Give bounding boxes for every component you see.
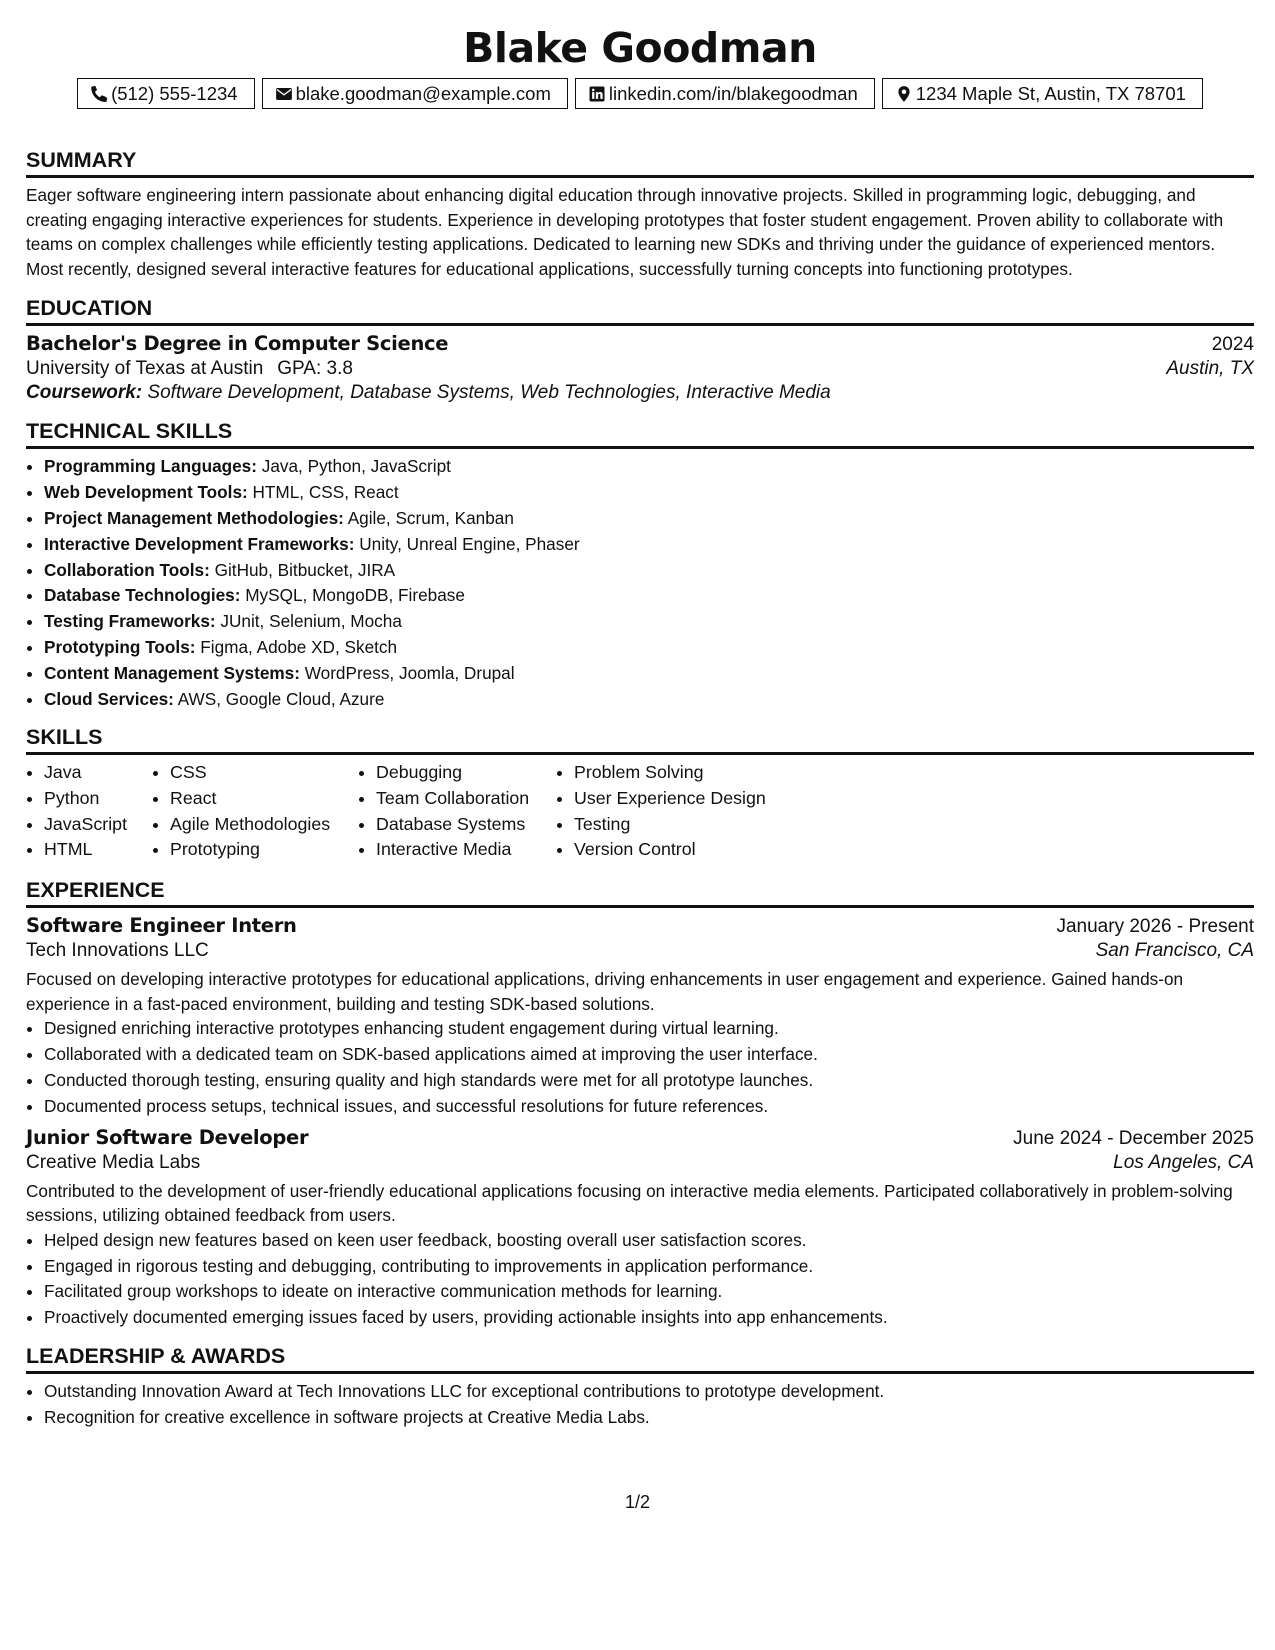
education-row xyxy=(26,332,1254,356)
skill-category: Interactive Development Frameworks: xyxy=(44,533,355,554)
skill-values: GitHub, Bitbucket, JIRA xyxy=(214,559,396,580)
school-name: University of Texas at Austin xyxy=(26,358,264,380)
education-title: EDUCATION xyxy=(26,295,1254,326)
job-bullets xyxy=(26,1228,1254,1331)
experience-section xyxy=(26,877,1254,1331)
contact-phone[interactable] xyxy=(77,78,255,109)
skills-column xyxy=(556,760,804,863)
email-text: blake.goodman@example.com xyxy=(295,82,551,104)
job-bullets xyxy=(26,1016,1254,1119)
list-item: • Java xyxy=(44,760,152,786)
job-title: Junior Software Developer xyxy=(26,1125,309,1149)
list-item xyxy=(44,480,1254,506)
skills-column xyxy=(358,760,556,863)
job-location: Los Angeles, CA xyxy=(1113,1151,1254,1173)
contact-address xyxy=(882,78,1203,109)
list-item: • Recognition for creative excellence in software projects at Creative Media Labs. xyxy=(44,1405,1254,1431)
technical-skills-section xyxy=(26,418,1254,712)
skills-title: SKILLS xyxy=(26,724,1254,755)
list-item: • Agile Methodologies xyxy=(170,812,358,838)
linkedin-text: linkedin.com/in/blakegoodman xyxy=(608,82,858,104)
skill-category: Programming Languages: xyxy=(44,456,257,477)
envelope-icon xyxy=(275,85,293,103)
job-entry xyxy=(26,1126,1254,1331)
page-number: 1/2 xyxy=(624,1492,651,1512)
job-header xyxy=(26,914,1254,938)
phone-text: (512) 555-1234 xyxy=(111,82,238,104)
skill-values: Java, Python, JavaScript xyxy=(261,456,451,477)
summary-title: SUMMARY xyxy=(26,147,1254,178)
list-item: • Prototyping xyxy=(170,837,358,863)
list-item xyxy=(44,583,1254,609)
list-item: • CSS xyxy=(170,760,358,786)
school-row xyxy=(26,358,1254,380)
list-item: • Collaborated with a dedicated team on SDK-based applications aimed at improving the user interface. xyxy=(44,1042,1254,1068)
resume-page xyxy=(26,0,1254,1431)
list-item: • Outstanding Innovation Award at Tech Innovations LLC for exceptional contributions to prototype development. xyxy=(44,1379,1254,1405)
list-item: • JavaScript xyxy=(44,812,152,838)
skill-category: Testing Frameworks: xyxy=(44,611,216,632)
phone-icon xyxy=(90,85,108,103)
skills-column xyxy=(26,760,152,863)
skill-values: Unity, Unreal Engine, Phaser xyxy=(359,533,580,554)
skill-category: Project Management Methodologies: xyxy=(44,507,344,528)
list-item xyxy=(44,661,1254,687)
skill-category: Collaboration Tools: xyxy=(44,559,210,580)
list-item xyxy=(44,687,1254,713)
list-item xyxy=(44,635,1254,661)
list-item: • Database Systems xyxy=(376,812,556,838)
summary-section xyxy=(26,147,1254,281)
contact-linkedin[interactable] xyxy=(575,78,875,109)
list-item xyxy=(44,506,1254,532)
job-entry xyxy=(26,914,1254,1119)
list-item: • Testing xyxy=(574,812,804,838)
list-item: • HTML xyxy=(44,837,152,863)
coursework-list: Software Development, Database Systems, Web Technologies, Interactive Media xyxy=(147,382,831,404)
skill-values: JUnit, Selenium, Mocha xyxy=(220,611,402,632)
list-item: • User Experience Design xyxy=(574,786,804,812)
coursework-line xyxy=(26,382,1254,404)
list-item: • Documented process setups, technical issues, and successful resolutions for future references. xyxy=(44,1094,1254,1120)
job-subheader xyxy=(26,940,1254,962)
job-dates: January 2026 - Present xyxy=(1056,916,1254,938)
skill-category: Content Management Systems: xyxy=(44,662,300,683)
list-item: • React xyxy=(170,786,358,812)
list-item: • Interactive Media xyxy=(376,837,556,863)
job-location: San Francisco, CA xyxy=(1095,940,1254,962)
skill-values: Agile, Scrum, Kanban xyxy=(347,507,514,528)
awards-list xyxy=(26,1379,1254,1431)
gpa: GPA: 3.8 xyxy=(277,358,353,380)
list-item: • Team Collaboration xyxy=(376,786,556,812)
candidate-name: Blake Goodman xyxy=(463,24,817,72)
linkedin-icon xyxy=(588,85,606,103)
degree: Bachelor's Degree in Computer Science xyxy=(26,332,449,356)
graduation-year: 2024 xyxy=(1211,334,1254,356)
skill-values: HTML, CSS, React xyxy=(252,482,399,503)
contact-email[interactable] xyxy=(262,78,568,109)
list-item: • Helped design new features based on keen user feedback, boosting overall user satisfaction scores. xyxy=(44,1228,1254,1254)
summary-text: Eager software engineering intern passionate about enhancing digital education through innovative projects. Skilled in programming logic, debugging, and creating engaging interactive experiences for students. Experience in developing prototypes that foster student engagement. Proven ability to collaborate with teams on complex challenges while efficiently testing applications. Dedicated to learning new SDKs and thriving under the guidance of experienced mentors. Most recently, designed several interactive features for educational applications, successfully turning concepts into functioning prototypes. xyxy=(26,185,1224,279)
skill-values: Figma, Adobe XD, Sketch xyxy=(200,636,398,657)
list-item xyxy=(44,609,1254,635)
skill-category: Web Development Tools: xyxy=(44,482,248,503)
skills-section xyxy=(26,724,1254,863)
job-title: Software Engineer Intern xyxy=(26,914,297,938)
job-dates: June 2024 - December 2025 xyxy=(1013,1127,1254,1149)
skills-column xyxy=(152,760,358,863)
list-item: • Debugging xyxy=(376,760,556,786)
coursework-label: Coursework: xyxy=(26,382,143,404)
list-item xyxy=(44,558,1254,584)
education-section xyxy=(26,295,1254,404)
company-name: Creative Media Labs xyxy=(26,1151,201,1173)
awards-title: LEADERSHIP & AWARDS xyxy=(26,1343,1254,1374)
job-subheader xyxy=(26,1152,1254,1174)
list-item xyxy=(44,532,1254,558)
company-name: Tech Innovations LLC xyxy=(26,940,209,962)
skill-category: Prototyping Tools: xyxy=(44,636,196,657)
list-item: • Proactively documented emerging issues faced by users, providing actionable insights into app enhancements. xyxy=(44,1305,1254,1331)
list-item: • Python xyxy=(44,786,152,812)
list-item: • Conducted thorough testing, ensuring quality and high standards were met for all prototype launches. xyxy=(44,1068,1254,1094)
school-location: Austin, TX xyxy=(1166,358,1254,380)
address-text: 1234 Maple St, Austin, TX 78701 xyxy=(915,82,1186,104)
list-item: • Designed enriching interactive prototypes enhancing student engagement during virtual learning. xyxy=(44,1016,1254,1042)
job-summary: Focused on developing interactive prototypes for educational applications, driving enhancements in user engagement and experience. Gained hands-on experience in a fast-paced environment, building and testing SDK-based solutions. xyxy=(26,969,1184,1014)
experience-title: EXPERIENCE xyxy=(26,877,1254,908)
technical-skills-title: TECHNICAL SKILLS xyxy=(26,418,1254,449)
list-item: • Problem Solving xyxy=(574,760,804,786)
skill-values: WordPress, Joomla, Drupal xyxy=(304,662,515,683)
list-item: • Engaged in rigorous testing and debugging, contributing to improvements in application performance. xyxy=(44,1254,1254,1280)
skills-grid xyxy=(26,760,1254,863)
job-header xyxy=(26,1126,1254,1150)
skill-values: MySQL, MongoDB, Firebase xyxy=(245,585,465,606)
map-pin-icon xyxy=(895,85,913,103)
technical-skills-list xyxy=(26,454,1254,712)
skill-category: Database Technologies: xyxy=(44,585,241,606)
list-item: • Version Control xyxy=(574,837,804,863)
list-item xyxy=(44,454,1254,480)
job-summary: Contributed to the development of user-friendly educational applications focusing on interactive media elements. Participated collaboratively in problem-solving sessions, utilizing obtained feedback from users. xyxy=(26,1180,1233,1226)
list-item: • Facilitated group workshops to ideate on interactive communication methods for learning. xyxy=(44,1279,1254,1305)
skill-values: AWS, Google Cloud, Azure xyxy=(177,688,385,709)
awards-section xyxy=(26,1343,1254,1431)
contact-row xyxy=(26,78,1254,109)
skill-category: Cloud Services: xyxy=(44,688,174,709)
